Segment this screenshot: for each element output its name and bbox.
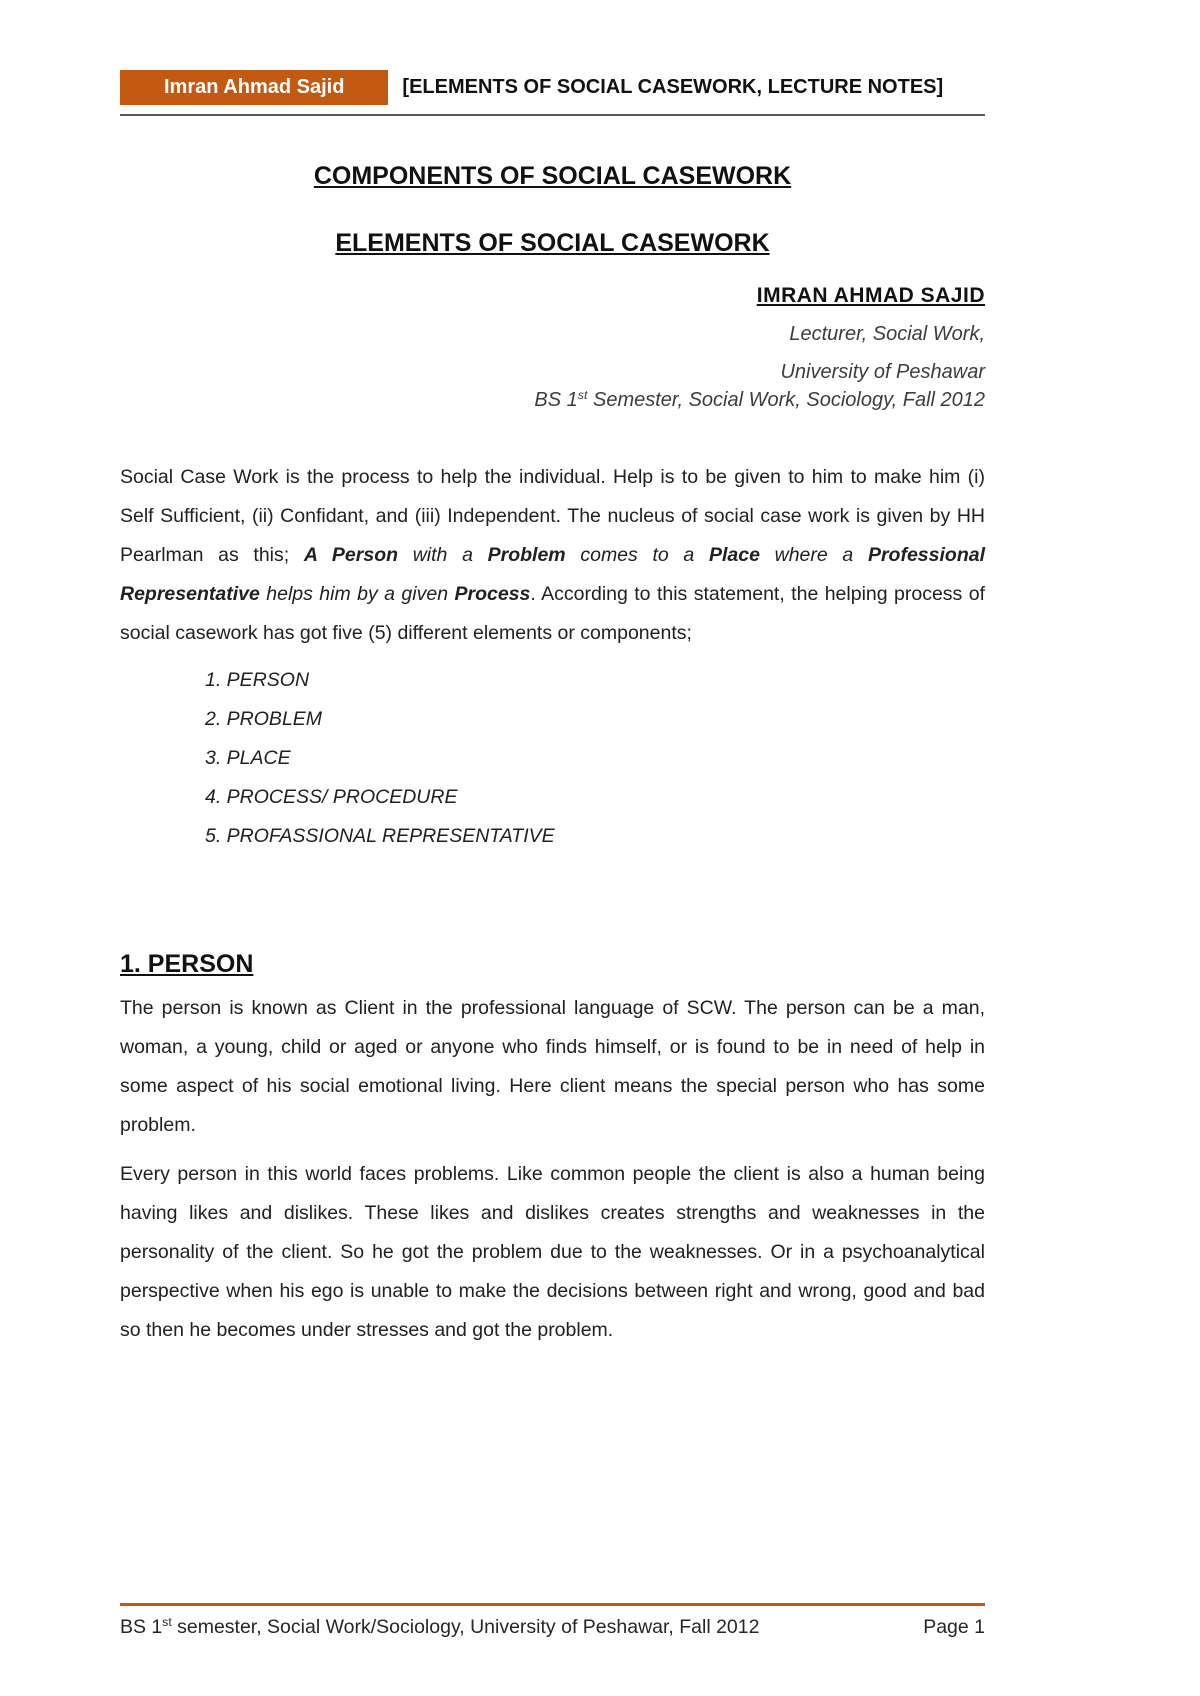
page-header	[120, 70, 985, 116]
page-content	[120, 70, 985, 1350]
list-item-person: 1. PERSON	[205, 669, 310, 691]
byline-role: Lecturer, Social Work,	[789, 323, 985, 345]
header-doc-title: [ELEMENTS OF SOCIAL CASEWORK, LECTURE NOTES]	[402, 76, 944, 98]
elements-list	[205, 661, 985, 856]
intro-paragraph: Social Case Work is the process to help the individual. Help is to be given to him to make him (i) Self Sufficient, (ii) Confidant, and (iii) Independent. The nucleus of social case work is given by HH Pearlman as this; A Person with a Problem comes to a Place where a Professional Representative helps him by a given Process. According to this statement, the helping process of social casework has got five (5) different elements or components;	[120, 466, 985, 644]
footer-course-info: BS 1st semester, Social Work/Sociology, University of Peshawar, Fall 2012	[120, 1615, 760, 1638]
byline-author-name: IMRAN AHMAD SAJID	[756, 284, 985, 307]
list-item-problem: 2. PROBLEM	[205, 708, 323, 730]
list-item-place: 3. PLACE	[205, 747, 291, 769]
byline-course: BS 1st Semester, Social Work, Sociology, Fall 2012	[534, 388, 985, 411]
list-item-professional-representative: 5. PROFASSIONAL REPRESENTATIVE	[205, 825, 555, 847]
byline-block	[120, 284, 985, 412]
page-title-components: COMPONENTS OF SOCIAL CASEWORK	[313, 162, 792, 190]
footer-page-number: Page 1	[923, 1616, 985, 1638]
header-author-box: Imran Ahmad Sajid	[120, 70, 388, 105]
section-1-heading: 1. PERSON	[120, 950, 254, 978]
list-item-process: 4. PROCESS/ PROCEDURE	[205, 786, 458, 808]
section-1-paragraph-2: Every person in this world faces problems. Like common people the client is also a human being having likes and dislikes. These likes and dislikes creates strengths and weaknesses in the personality of the client. So he got the problem due to the weaknesses. Or in a psychoanalytical perspective when his ego is unable to make the decisions between right and wrong, good and bad so then he becomes under stresses and got the problem.	[120, 1163, 985, 1341]
byline-institution: University of Peshawar	[780, 361, 985, 383]
section-1-paragraph-1: The person is known as Client in the professional language of SCW. The person can be a man, woman, a young, child or aged or anyone who finds himself, or is found to be in need of help in some aspect of his social emotional living. Here client means the special person who has some problem.	[120, 997, 985, 1136]
page-title-elements: ELEMENTS OF SOCIAL CASEWORK	[335, 229, 770, 257]
page-footer	[120, 1603, 985, 1639]
